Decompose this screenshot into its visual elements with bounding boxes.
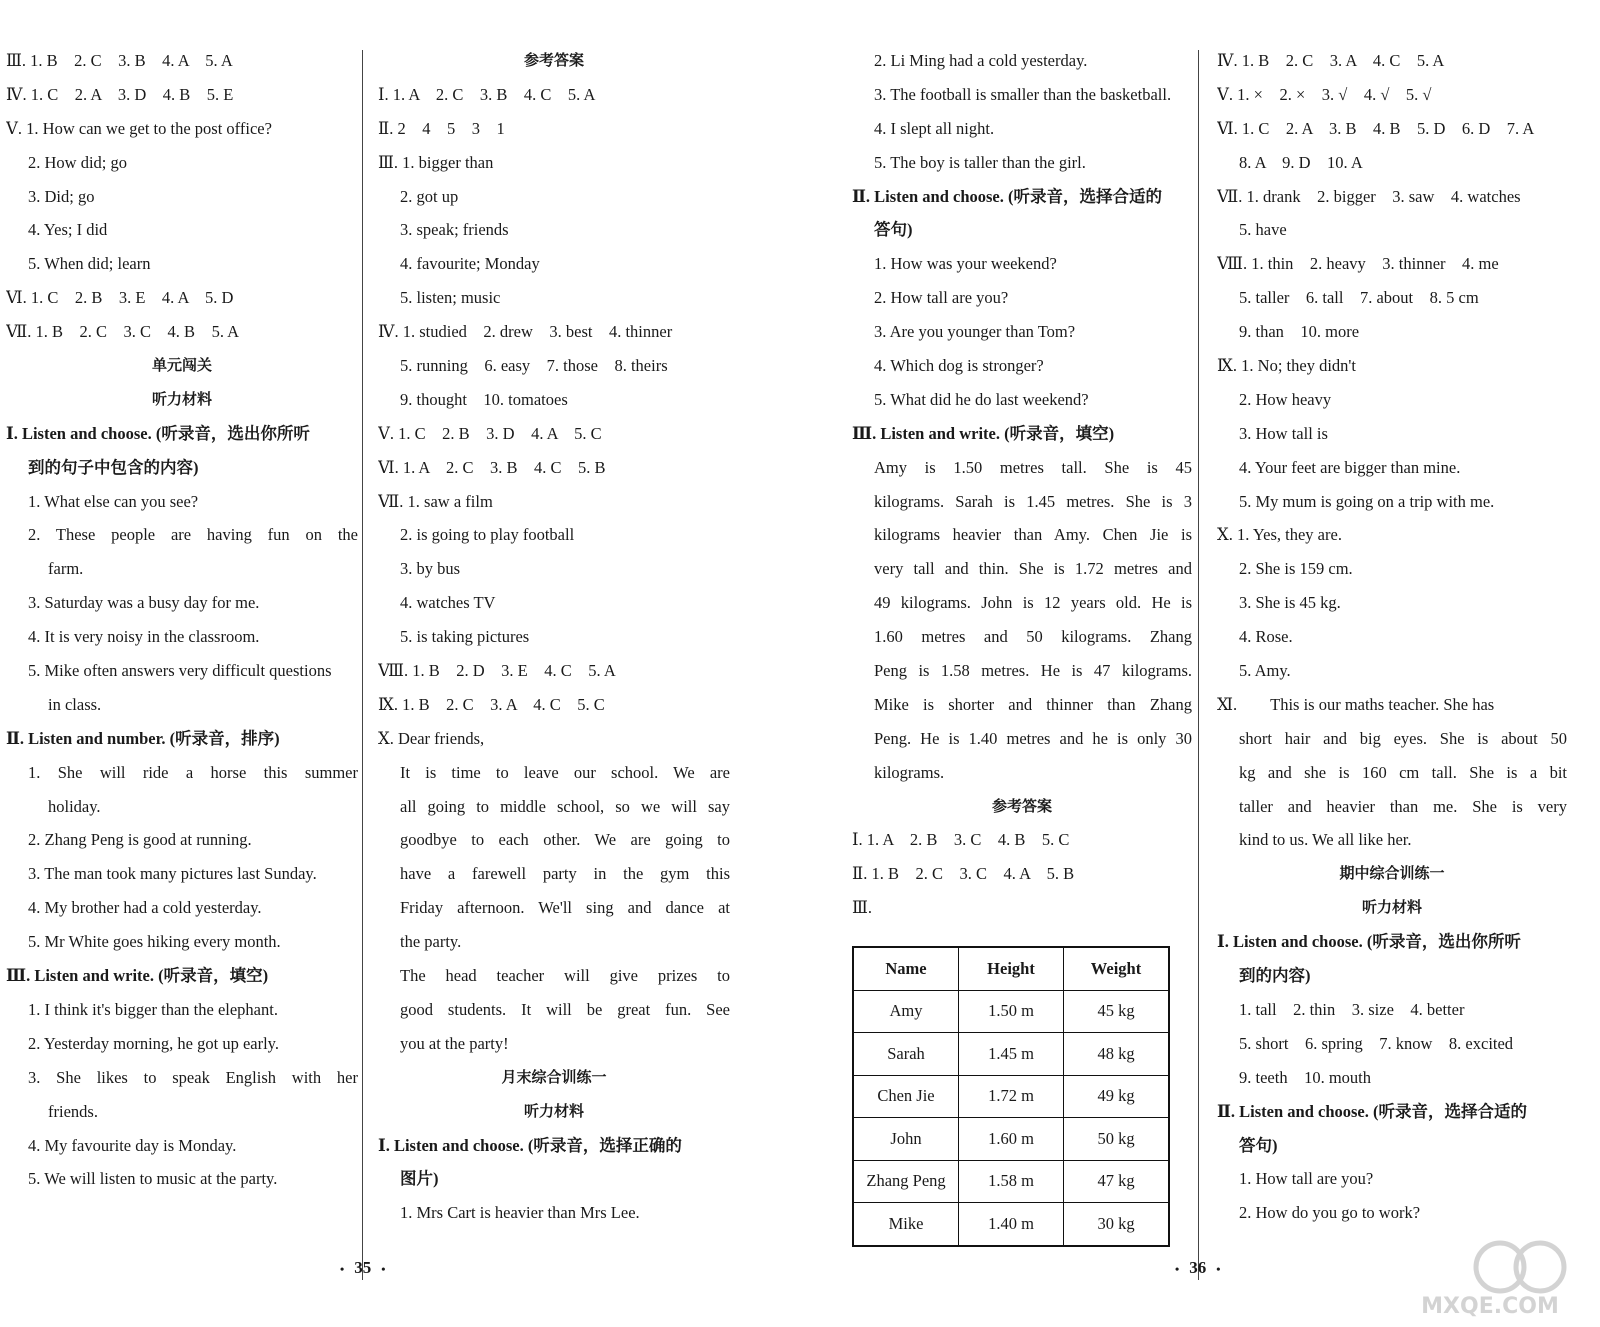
page-number-right: • 36 • xyxy=(1175,1258,1221,1277)
text-line: Ⅳ. 1. B 2. C 3. A 4. C 5. A xyxy=(1217,51,1445,70)
table-cell: 1.50 m xyxy=(959,990,1064,1033)
text-line: The head teacher will give prizes to xyxy=(400,966,730,986)
text-line: 到的内容) xyxy=(1239,966,1311,986)
text-line: 1. How was your weekend? xyxy=(874,254,1057,274)
text-line: 4. My brother had a cold yesterday. xyxy=(28,898,262,918)
text-line: Ⅰ. 1. A 2. C 3. B 4. C 5. A xyxy=(378,84,596,104)
text-line: 2. How tall are you? xyxy=(874,288,1009,308)
section-heading: 听力材料 xyxy=(1361,898,1422,917)
text-line: Friday afternoon. We'll sing and dance at xyxy=(400,898,730,918)
table-row xyxy=(853,990,1169,1033)
text-line: 2. She is 159 cm. xyxy=(1239,559,1353,579)
table-cell: 1.40 m xyxy=(959,1203,1064,1246)
column-4 xyxy=(1217,44,1567,1230)
text-line: in class. xyxy=(48,694,102,714)
text-line: Ⅱ. Listen and choose. (听录音，选择合适的 xyxy=(1217,1101,1528,1121)
text-line: 9. teeth 10. mouth xyxy=(1239,1067,1371,1087)
text-line: 1. I think it's bigger than the elephant. xyxy=(28,999,278,1019)
text-line: 4. Rose. xyxy=(1239,627,1293,647)
table-cell: Zhang Peng xyxy=(853,1160,959,1203)
table-header-row xyxy=(853,947,1169,990)
text-line: 3. by bus xyxy=(400,559,461,579)
text-line: Ⅱ. Listen and choose. (听录音，选择合适的 xyxy=(852,186,1163,206)
text-line: 5. short 6. spring 7. know 8. excited xyxy=(1239,1033,1514,1053)
text-line: Ⅲ. Listen and write. (听录音，填空) xyxy=(852,423,1115,443)
text-line: 1. Mrs Cart is heavier than Mrs Lee. xyxy=(400,1203,640,1223)
text-line: 49 kilograms. John is 12 years old. He is xyxy=(874,593,1192,613)
text-line: 4. My favourite day is Monday. xyxy=(28,1135,237,1155)
text-line: Mike is shorter and thinner than Zhang xyxy=(874,694,1192,714)
text-line: Ⅲ. Listen and write. (听录音，填空) xyxy=(6,966,269,986)
text-line: Ⅰ. Listen and choose. (听录音，选出你所听 xyxy=(1217,932,1521,952)
text-line: Ⅲ. 1. bigger than xyxy=(378,152,494,172)
text-line: Ⅴ. 1. How can we get to the post office? xyxy=(6,118,272,138)
text-line: 2. Yesterday morning, he got up early. xyxy=(28,1033,279,1053)
text-line: 5. have xyxy=(1239,220,1287,240)
section-heading: 参考答案 xyxy=(991,796,1052,815)
text-line: kilograms. Sarah is 1.45 metres. She is 3 xyxy=(874,491,1192,511)
column-divider xyxy=(1198,50,1199,1280)
text-line: 4. Yes; I did xyxy=(28,220,108,240)
text-line: holiday. xyxy=(48,796,101,816)
text-line: farm. xyxy=(48,559,84,579)
table-header: Weight xyxy=(1064,947,1170,990)
section-heading: 听力材料 xyxy=(523,1101,584,1120)
text-line: Ⅲ. 1. B 2. C 3. B 4. A 5. A xyxy=(6,51,233,70)
text-line: 4. Your feet are bigger than mine. xyxy=(1239,457,1461,477)
table-row xyxy=(853,1075,1169,1118)
table-row xyxy=(853,1118,1169,1161)
text-line: 答句) xyxy=(874,220,913,240)
text-line: kg and she is 160 cm tall. She is a bit xyxy=(1239,762,1567,782)
table-cell: John xyxy=(853,1118,959,1161)
text-line: you at the party! xyxy=(400,1033,509,1053)
text-line: 2. Li Ming had a cold yesterday. xyxy=(874,51,1088,70)
text-line: friends. xyxy=(48,1101,98,1121)
text-line: 3. speak; friends xyxy=(400,220,509,240)
table-cell: 1.72 m xyxy=(959,1075,1064,1118)
text-line: 3. How tall is xyxy=(1239,423,1328,443)
text-line: Ⅳ. 1. studied 2. drew 3. best 4. thinner xyxy=(378,322,673,342)
text-line: 4. I slept all night. xyxy=(874,118,995,138)
text-line: Ⅴ. 1. C 2. B 3. D 4. A 5. C xyxy=(378,423,602,443)
text-line: 2. These people are having fun on the xyxy=(28,525,358,545)
text-line: Ⅸ. 1. B 2. C 3. A 4. C 5. C xyxy=(378,694,605,714)
table-row xyxy=(853,1033,1169,1076)
text-line: It is time to leave our school. We are xyxy=(400,762,730,782)
text-line: 5. taller 6. tall 7. about 8. 5 cm xyxy=(1239,288,1479,308)
text-line: 3. Saturday was a busy day for me. xyxy=(28,593,260,613)
text-line: 3. The man took many pictures last Sunday. xyxy=(28,864,317,884)
table-cell: 45 kg xyxy=(1064,990,1170,1033)
text-line: Ⅲ. xyxy=(852,898,873,918)
text-line: Amy is 1.50 metres tall. She is 45 xyxy=(874,457,1192,477)
text-line: Ⅱ. 2 4 5 3 1 xyxy=(378,118,505,138)
text-line: 1. tall 2. thin 3. size 4. better xyxy=(1239,999,1465,1019)
text-line: Ⅵ. 1. C 2. A 3. B 4. B 5. D 6. D 7. A xyxy=(1217,118,1535,138)
table-cell: 1.58 m xyxy=(959,1160,1064,1203)
text-line: Ⅱ. Listen and number. (听录音，排序) xyxy=(6,728,280,748)
table-row xyxy=(853,1203,1169,1246)
section-heading: 月末综合训练一 xyxy=(501,1067,607,1086)
text-line: Ⅱ. 1. B 2. C 3. C 4. A 5. B xyxy=(852,864,1075,884)
page-number-left: • 35 • xyxy=(340,1258,386,1277)
text-line: 1. She will ride a horse this summer xyxy=(28,762,358,782)
table-cell: Chen Jie xyxy=(853,1075,959,1118)
text-line: 到的句子中包含的内容) xyxy=(28,457,199,477)
text-line: Ⅸ. 1. No; they didn't xyxy=(1217,356,1356,376)
text-line: 2. How did; go xyxy=(28,152,127,172)
table-cell: Amy xyxy=(853,990,959,1033)
text-line: Ⅷ. 1. B 2. D 3. E 4. C 5. A xyxy=(378,661,616,681)
watermark-text: MXQE.COM xyxy=(1421,1294,1559,1319)
text-line: Ⅰ. Listen and choose. (听录音，选出你所听 xyxy=(6,423,310,443)
text-line: 5. Mike often answers very difficult questions xyxy=(28,661,332,681)
text-line: 2. is going to play football xyxy=(400,525,575,545)
text-line: 1. How tall are you? xyxy=(1239,1169,1374,1189)
table-cell: Mike xyxy=(853,1203,959,1246)
text-line: 5. is taking pictures xyxy=(400,627,530,647)
text-line: 1.60 metres and 50 kilograms. Zhang xyxy=(874,627,1192,647)
text-line: 2. How heavy xyxy=(1239,389,1332,409)
text-line: 5. listen; music xyxy=(400,288,501,308)
text-line: 3. The football is smaller than the basketball. xyxy=(874,84,1172,104)
table-cell: 30 kg xyxy=(1064,1203,1170,1246)
text-line: 5. When did; learn xyxy=(28,254,151,274)
text-line: 2. Zhang Peng is good at running. xyxy=(28,830,252,850)
column-2 xyxy=(378,44,730,1230)
table-cell: 50 kg xyxy=(1064,1118,1170,1161)
text-line: have a farewell party in the gym this xyxy=(400,864,730,884)
text-line: 5. running 6. easy 7. those 8. theirs xyxy=(400,356,668,376)
text-line: Ⅶ. 1. saw a film xyxy=(378,491,493,511)
table-header: Name xyxy=(853,947,959,990)
text-line: 图片) xyxy=(400,1169,439,1189)
text-line: 3. She likes to speak English with her xyxy=(28,1067,358,1087)
text-line: Ⅷ. 1. thin 2. heavy 3. thinner 4. me xyxy=(1217,254,1499,274)
text-line: 5. Amy. xyxy=(1239,661,1291,681)
column-3 xyxy=(852,44,1192,925)
text-line: goodbye to each other. We are going to xyxy=(400,830,730,850)
text-line: 4. favourite; Monday xyxy=(400,254,540,274)
text-line: Ⅺ. This is our maths teacher. She has xyxy=(1217,694,1495,714)
text-line: kind to us. We all like her. xyxy=(1239,830,1412,850)
table-cell: 1.60 m xyxy=(959,1118,1064,1161)
text-line: 4. It is very noisy in the classroom. xyxy=(28,627,260,647)
text-line: 2. How do you go to work? xyxy=(1239,1203,1421,1223)
text-line: 5. We will listen to music at the party. xyxy=(28,1169,278,1189)
text-line: 9. than 10. more xyxy=(1239,322,1360,342)
text-line: 3. Did; go xyxy=(28,186,95,206)
text-line: kilograms heavier than Amy. Chen Jie is xyxy=(874,525,1192,545)
text-line: Peng is 1.58 metres. He is 47 kilograms. xyxy=(874,661,1192,681)
text-line: 9. thought 10. tomatoes xyxy=(400,389,568,409)
text-line: Ⅰ. Listen and choose. (听录音，选择正确的 xyxy=(378,1135,682,1155)
text-line: 4. watches TV xyxy=(400,593,496,613)
text-line: the party. xyxy=(400,932,462,952)
table-cell: 48 kg xyxy=(1064,1033,1170,1076)
text-line: Ⅰ. 1. A 2. B 3. C 4. B 5. C xyxy=(852,830,1070,850)
text-line: Ⅹ. 1. Yes, they are. xyxy=(1217,525,1342,545)
text-line: taller and heavier than me. She is very xyxy=(1239,796,1567,816)
table-row xyxy=(853,1160,1169,1203)
column-1 xyxy=(6,44,358,1196)
text-line: Peng. He is 1.40 metres and he is only 30 xyxy=(874,728,1192,748)
section-heading: 听力材料 xyxy=(151,389,212,408)
text-line: short hair and big eyes. She is about 50 xyxy=(1239,728,1567,748)
text-line: 8. A 9. D 10. A xyxy=(1239,152,1363,172)
text-line: 3. Are you younger than Tom? xyxy=(874,322,1076,342)
text-line: 5. What did he do last weekend? xyxy=(874,389,1089,409)
text-line: 答句) xyxy=(1239,1135,1278,1155)
text-line: Ⅶ. 1. drank 2. bigger 3. saw 4. watches xyxy=(1217,186,1521,206)
watermark-logo xyxy=(1390,1239,1590,1319)
text-line: 1. What else can you see? xyxy=(28,491,199,511)
table-cell: 49 kg xyxy=(1064,1075,1170,1118)
text-line: Ⅶ. 1. B 2. C 3. C 4. B 5. A xyxy=(6,322,240,342)
text-line: Ⅵ. 1. A 2. C 3. B 4. C 5. B xyxy=(378,457,606,477)
table-cell: 1.45 m xyxy=(959,1033,1064,1076)
text-line: 5. Mr White goes hiking every month. xyxy=(28,932,281,952)
column-divider xyxy=(362,50,363,1280)
text-line: 4. Which dog is stronger? xyxy=(874,356,1044,376)
section-heading: 期中综合训练一 xyxy=(1339,864,1445,883)
text-line: 2. got up xyxy=(400,186,459,206)
text-line: Ⅴ. 1. × 2. × 3. √ 4. √ 5. √ xyxy=(1217,84,1432,104)
text-line: Ⅳ. 1. C 2. A 3. D 4. B 5. E xyxy=(6,84,234,104)
text-line: kilograms. xyxy=(874,762,945,782)
text-line: 5. My mum is going on a trip with me. xyxy=(1239,491,1495,511)
table-header: Height xyxy=(959,947,1064,990)
text-line: all going to middle school, so we will say xyxy=(400,796,730,816)
text-line: Ⅹ. Dear friends, xyxy=(378,728,485,748)
section-heading: 参考答案 xyxy=(523,51,584,69)
height-weight-table xyxy=(852,946,1170,1247)
section-heading: 单元闯关 xyxy=(151,356,212,375)
text-line: Ⅵ. 1. C 2. B 3. E 4. A 5. D xyxy=(6,288,234,308)
table-cell: 47 kg xyxy=(1064,1160,1170,1203)
text-line: 3. She is 45 kg. xyxy=(1239,593,1341,613)
text-line: very tall and thin. She is 1.72 metres and xyxy=(874,559,1192,579)
table-cell: Sarah xyxy=(853,1033,959,1076)
text-line: good students. It will be great fun. See xyxy=(400,999,730,1019)
text-line: 5. The boy is taller than the girl. xyxy=(874,152,1086,172)
